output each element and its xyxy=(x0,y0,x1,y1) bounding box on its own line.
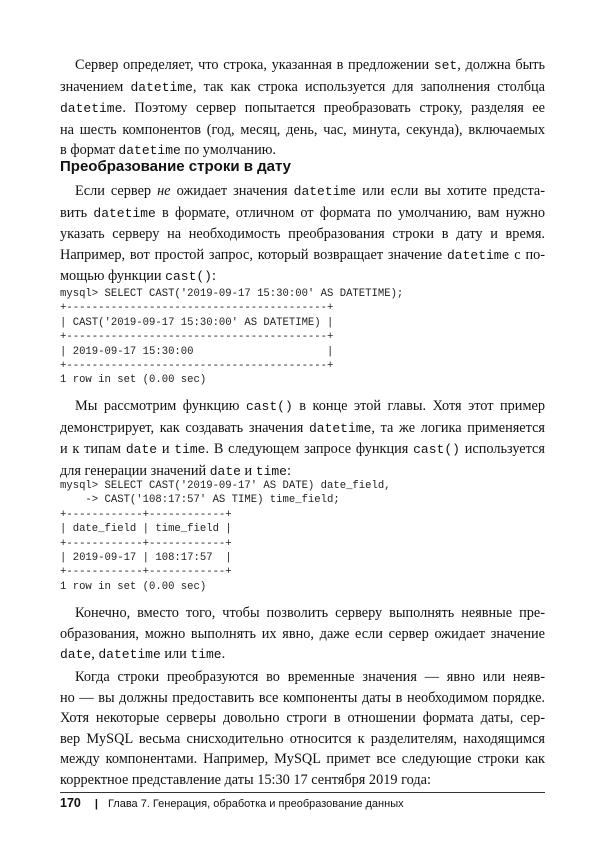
text-run: корректное представление даты 15:30 17 сентября 2019 года: xyxy=(60,771,431,788)
inline-code: datetime xyxy=(447,247,510,263)
text-line xyxy=(60,644,545,666)
page-footer xyxy=(60,796,404,810)
code-block-cast-date-time xyxy=(60,479,391,594)
code-line: | CAST('2019-09-17 15:30:00' AS DATETIME) | xyxy=(60,316,334,329)
text-run: Если сервер xyxy=(75,183,158,199)
text-run: образования, можно выполнять их явно, даже если сервер ожидает значение xyxy=(60,625,545,642)
text-line xyxy=(60,667,545,688)
text-run: значением xyxy=(60,78,131,95)
code-line: mysql> SELECT CAST('2019-09-17 15:30:00' AS DATETIME); xyxy=(60,288,404,300)
text-line xyxy=(60,224,545,245)
chapter-title: Глава 7. Генерация, обработка и преобразование данных xyxy=(107,798,404,810)
inline-code: date xyxy=(209,463,241,479)
text-run: Мы рассмотрим функцию xyxy=(75,398,246,414)
text-run: и xyxy=(240,462,256,479)
text-line xyxy=(60,418,545,440)
code-line: | 2019-09-17 | 108:17:57 | xyxy=(60,552,232,565)
text-run: . xyxy=(221,646,226,662)
text-run: мощью функции xyxy=(60,268,166,284)
text-run: вер MySQL весьма снисходительно относится к разделителям, находящимся xyxy=(60,730,545,747)
text-run: демонстрирует, как создавать значения xyxy=(60,419,309,436)
text-run: для генерации значений xyxy=(60,462,210,479)
inline-code: set xyxy=(433,58,458,73)
text-line xyxy=(60,729,545,750)
code-line: -> CAST('108:17:57' AS TIME) time_field; xyxy=(60,494,340,507)
text-line xyxy=(60,603,545,624)
text-line xyxy=(60,688,545,709)
text-line xyxy=(60,396,545,418)
text-run: или если вы хотите предста- xyxy=(356,183,545,199)
text-run: в формат xyxy=(60,142,119,158)
text-run: . В следующем запросе функция xyxy=(205,441,414,457)
code-line: +-----------------------------------------+ xyxy=(60,360,334,373)
text-line xyxy=(60,55,545,77)
page-number: 170 xyxy=(60,796,81,810)
text-run: . Поэтому сервер попытается преобразовать строку, разделяя ее xyxy=(122,100,545,116)
text-run: : xyxy=(211,268,216,284)
footer-rule xyxy=(60,792,545,793)
code-line: +------------+------------+ xyxy=(60,537,232,550)
code-line: +-----------------------------------------+ xyxy=(60,302,334,315)
code-line: mysql> SELECT CAST('2019-09-17' AS DATE) date_field, xyxy=(60,480,391,492)
inline-code: datetime xyxy=(293,184,357,199)
text-run: на шесть компонентов (год, месяц, день, час, минута, секунда), включаемых xyxy=(60,121,545,138)
inline-code: time xyxy=(255,463,287,479)
footer-separator: | xyxy=(94,798,98,810)
text-line xyxy=(60,439,545,461)
inline-code: datetime xyxy=(308,420,372,436)
text-run: указать серверу на необходимость преобразования строки в дату и время. xyxy=(60,226,545,242)
text-line xyxy=(60,708,545,729)
inline-code: cast() xyxy=(413,442,460,457)
text-run: , xyxy=(91,646,99,662)
text-run: Например, вот простой запрос, который возвращает значение xyxy=(60,246,447,263)
text-run: по умолчанию. xyxy=(180,142,276,158)
inline-code: datetime xyxy=(130,79,193,95)
inline-code: time xyxy=(174,442,206,457)
text-run: между компонентами. Например, MySQL примет все следующие строки как xyxy=(60,751,545,767)
text-run: с по- xyxy=(509,246,546,263)
text-line xyxy=(60,120,545,141)
code-line: +-----------------------------------------+ xyxy=(60,331,334,344)
paragraph-set-conversion xyxy=(60,55,545,162)
text-run: Конечно, вместо того, чтобы позволить серверу выполнять неявные пре- xyxy=(75,605,545,621)
text-line xyxy=(60,98,545,120)
code-line: +------------+------------+ xyxy=(60,508,232,521)
text-run: : xyxy=(286,462,291,479)
paragraph-string-to-date-intro xyxy=(60,181,545,288)
text-line xyxy=(60,749,545,770)
text-run: в конце этой главы. Хотя этот пример xyxy=(292,398,546,414)
text-run: , та же логика применяется xyxy=(371,419,545,436)
inline-code: datetime xyxy=(93,205,156,221)
text-run: но — вы должны предоставить все компоненты даты в необходимом порядке. xyxy=(60,689,545,706)
text-line xyxy=(60,181,545,203)
inline-code: cast() xyxy=(165,269,212,284)
text-run: и xyxy=(157,441,175,457)
text-line xyxy=(60,624,545,645)
paragraph-explicit-conversion xyxy=(60,603,545,666)
text-line xyxy=(60,770,545,791)
text-run: в формате, отличном от формата по умолчанию, вам нужно xyxy=(155,204,545,221)
text-run: ожидает значения xyxy=(170,183,294,199)
text-run: , так как строка используется для заполнения столбца xyxy=(192,78,545,95)
text-run: Когда строки преобразуются во временные значения — явно или неяв- xyxy=(75,669,545,685)
text-run: или xyxy=(160,646,191,662)
inline-code: time xyxy=(190,647,222,662)
inline-code: date xyxy=(60,647,92,662)
code-line: +------------+------------+ xyxy=(60,566,232,579)
text-line xyxy=(60,203,545,225)
emphasis: не xyxy=(157,183,171,199)
text-run: , должна быть xyxy=(457,57,545,73)
text-line xyxy=(60,77,545,99)
text-run: вить xyxy=(60,204,94,221)
section-heading: Преобразование строки в дату xyxy=(60,158,292,175)
text-line xyxy=(60,266,545,288)
text-run: Хотя некоторые серверы довольно строги в отношении формата даты, сер- xyxy=(60,710,545,726)
text-line xyxy=(60,245,545,267)
text-run: используется xyxy=(459,441,545,457)
inline-code: datetime xyxy=(118,143,181,158)
paragraph-cast-explanation xyxy=(60,396,545,482)
code-line: 1 row in set (0.00 sec) xyxy=(60,580,207,593)
inline-code: datetime xyxy=(60,101,123,116)
code-line: | date_field | time_field | xyxy=(60,523,232,536)
inline-code: datetime xyxy=(98,647,161,662)
code-line: 1 row in set (0.00 sec) xyxy=(60,374,207,387)
inline-code: cast() xyxy=(245,399,293,414)
text-run: и к типам xyxy=(60,441,126,457)
text-run: Сервер определяет, что строка, указанная в предложении xyxy=(75,57,434,73)
paragraph-component-order xyxy=(60,667,545,790)
code-line: | 2019-09-17 15:30:00 | xyxy=(60,345,334,358)
code-block-cast-datetime xyxy=(60,287,403,388)
inline-code: date xyxy=(125,442,158,457)
